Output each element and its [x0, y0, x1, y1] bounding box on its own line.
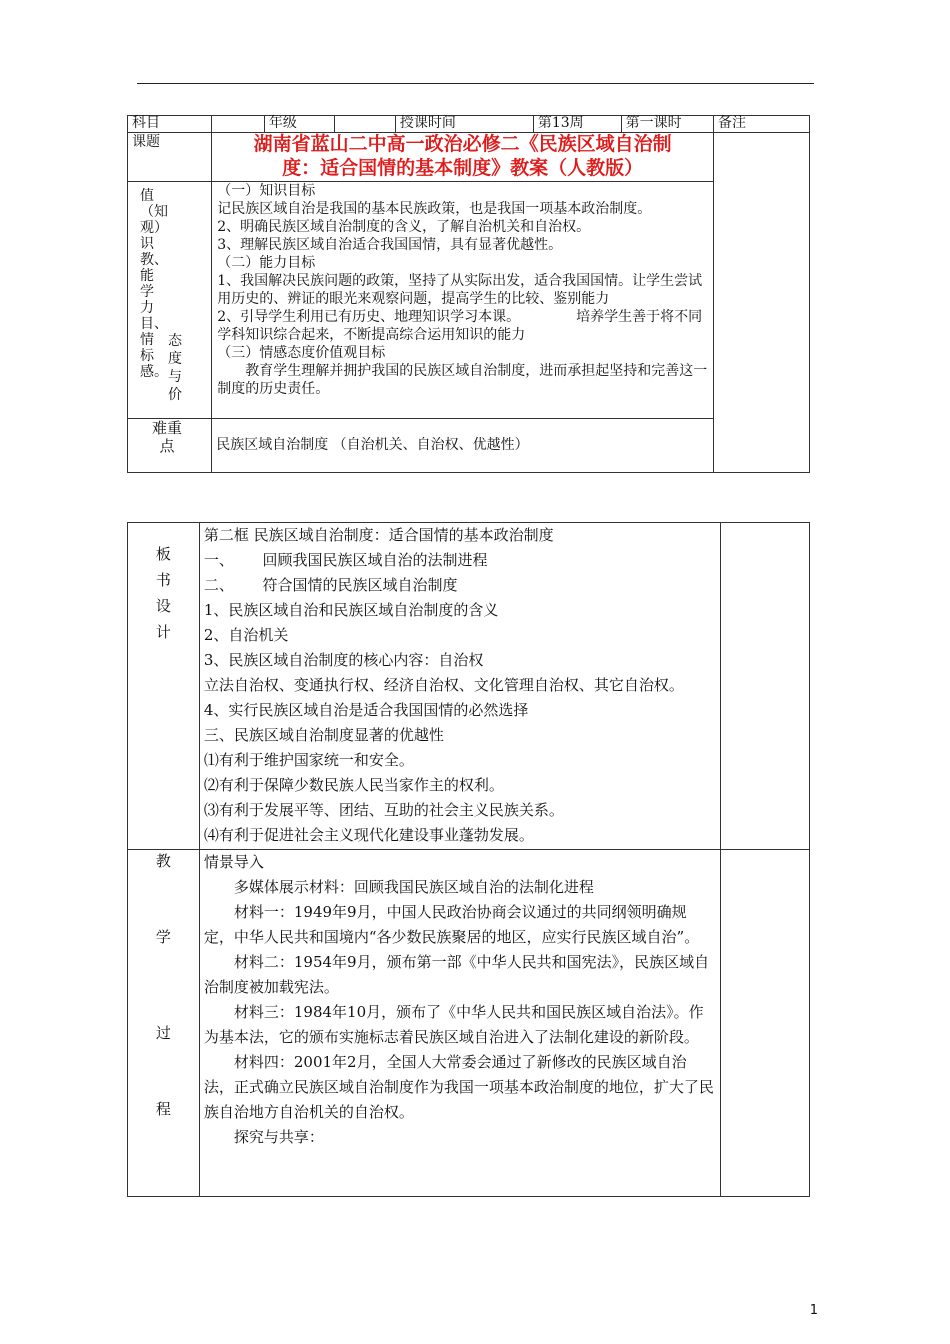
- process-label: [128, 850, 200, 1197]
- ability-goal-2a: 2、引导学生利用已有历史、地理知识学习本课。: [217, 308, 521, 325]
- lesson-info-table: [127, 115, 810, 473]
- key-points-text: 民族区域自治制度 （自治机关、自治权、优越性）: [212, 418, 714, 472]
- week-value: 第13周: [533, 116, 621, 133]
- header-rule: [137, 83, 814, 84]
- board-line: ⑵有利于保障少数民族人民当家作主的权利。: [203, 776, 504, 794]
- board-line: 立法自治权、变通执行权、经济自治权、文化管理自治权、其它自治权。: [203, 676, 684, 694]
- grade-value: [335, 116, 396, 133]
- board-line: 3、民族区域自治制度的核心内容：自治权: [203, 651, 484, 669]
- process-content: [199, 850, 720, 1197]
- board-line: 4、实行民族区域自治是适合我国国情的必然选择: [203, 701, 529, 719]
- time-label: 授课时间: [395, 116, 533, 133]
- goals-label: [128, 181, 212, 418]
- lesson-title-line2: 度：适合国情的基本制度》教案（人教版）: [282, 156, 644, 179]
- board-remark: [721, 523, 810, 850]
- board-label: [128, 523, 200, 850]
- material-4: 材料四：2001年2月，全国人大常委会通过了新修改的民族区域自治法，正式确立民族区域自治制度作为我国一项基本政治制度的地位，扩大了民族自治地方自治机关的自治权。: [203, 1053, 714, 1121]
- knowledge-goal-1: 记民族区域自治是我国的基本民族政策，也是我国一项基本政治制度。: [217, 200, 652, 217]
- goals-label-col2: 态度与价: [168, 332, 182, 403]
- values-goal-1: 教育学生理解并拥护我国的民族区域自治制度，进而承担起坚持和完善这一制度的历史责任。: [217, 362, 708, 397]
- process-label-char: 学: [155, 928, 171, 946]
- media-line: 多媒体展示材料：回顾我国民族区域自治的法制化进程: [233, 878, 594, 896]
- remark-cell: [713, 133, 809, 473]
- info-row: [128, 116, 810, 133]
- topic-label: 课题: [128, 133, 212, 182]
- ability-heading: （二）能力目标: [217, 254, 316, 271]
- goals-label-col1: 值（知观）识教、能学力目、情标感。: [140, 187, 168, 380]
- knowledge-goal-2: 2、明确民族区域自治制度的含义，了解自治机关和自治权。: [217, 218, 591, 235]
- intro-heading: 情景导入: [203, 853, 264, 871]
- material-1: 材料一：1949年9月，中国人民政治协商会议通过的共同纲领明确规定，中华人民共和国境内“各少数民族聚居的地区，应实行民族区域自治”。: [203, 903, 700, 946]
- subject-label: 科目: [128, 116, 212, 133]
- goals-content: [212, 181, 714, 418]
- ability-goal-1: 1、我国解决民族问题的政策，坚持了从实际出发，适合我国国情。让学生尝试用历史的、辨证的眼光来观察问题，提高学生的比较、鉴别能力: [217, 272, 703, 307]
- process-label-char: 教: [155, 852, 171, 870]
- board-label-char: 书: [155, 571, 171, 589]
- material-3: 材料三：1984年10月，颁布了《中华人民共和国民族区域自治法》。作为基本法，它的颁布实施标志着民族区域自治进入了法制化建设的新阶段。: [203, 1003, 704, 1046]
- board-line: 1、民族区域自治和民族区域自治制度的含义: [203, 601, 499, 619]
- lesson-title-line1: 湖南省蓝山二中高一政治必修二《民族区域自治制: [253, 133, 672, 155]
- lesson-plan-table: [127, 522, 810, 1197]
- subject-value: [212, 116, 265, 133]
- period-value: 第一课时: [621, 116, 713, 133]
- board-line: 第二框 民族区域自治制度：适合国情的基本政治制度: [203, 526, 554, 544]
- ability-goal-2: [217, 308, 708, 344]
- values-heading: （三）情感态度价值观目标: [217, 344, 386, 361]
- knowledge-heading: （一）知识目标: [217, 182, 316, 199]
- board-line: ⑶有利于发展平等、团结、互助的社会主义民族关系。: [203, 801, 564, 819]
- board-label-char: 计: [155, 623, 171, 641]
- board-label-char: 板: [155, 545, 171, 563]
- key-points-label: 难重点: [128, 418, 212, 472]
- process-remark: [721, 850, 810, 1197]
- board-content: [199, 523, 720, 850]
- board-line: ⑷有利于促进社会主义现代化建设事业蓬勃发展。: [203, 826, 534, 844]
- remark-label: 备注: [713, 116, 809, 133]
- knowledge-goal-3: 3、理解民族区域自治适合我国国情，具有显著优越性。: [217, 236, 563, 253]
- board-line: 三、民族区域自治制度显著的优越性: [203, 726, 444, 744]
- board-line: ⑴有利于维护国家统一和安全。: [203, 751, 414, 769]
- grade-label: 年级: [264, 116, 334, 133]
- material-2: 材料二：1954年9月，颁布第一部《中华人民共和国宪法》，民族区域自治制度被加载宪法。: [203, 953, 710, 996]
- explore-heading: 探究与共享：: [233, 1128, 324, 1146]
- ability-goal-2b: 培养学生善于将不同学科知识综合起来，不断提高综合运用知识的能力: [217, 308, 703, 343]
- page-number: 1: [809, 1303, 818, 1318]
- process-label-char: 过: [155, 1024, 171, 1042]
- lesson-title: [212, 133, 714, 182]
- board-line: 二、 符合国情的民族区域自治制度: [203, 576, 458, 594]
- board-line: 一、 回顾我国民族区域自治的法制进程: [203, 551, 488, 569]
- process-label-char: 程: [155, 1100, 171, 1118]
- board-label-char: 设: [155, 597, 171, 615]
- board-line: 2、自治机关: [203, 626, 289, 644]
